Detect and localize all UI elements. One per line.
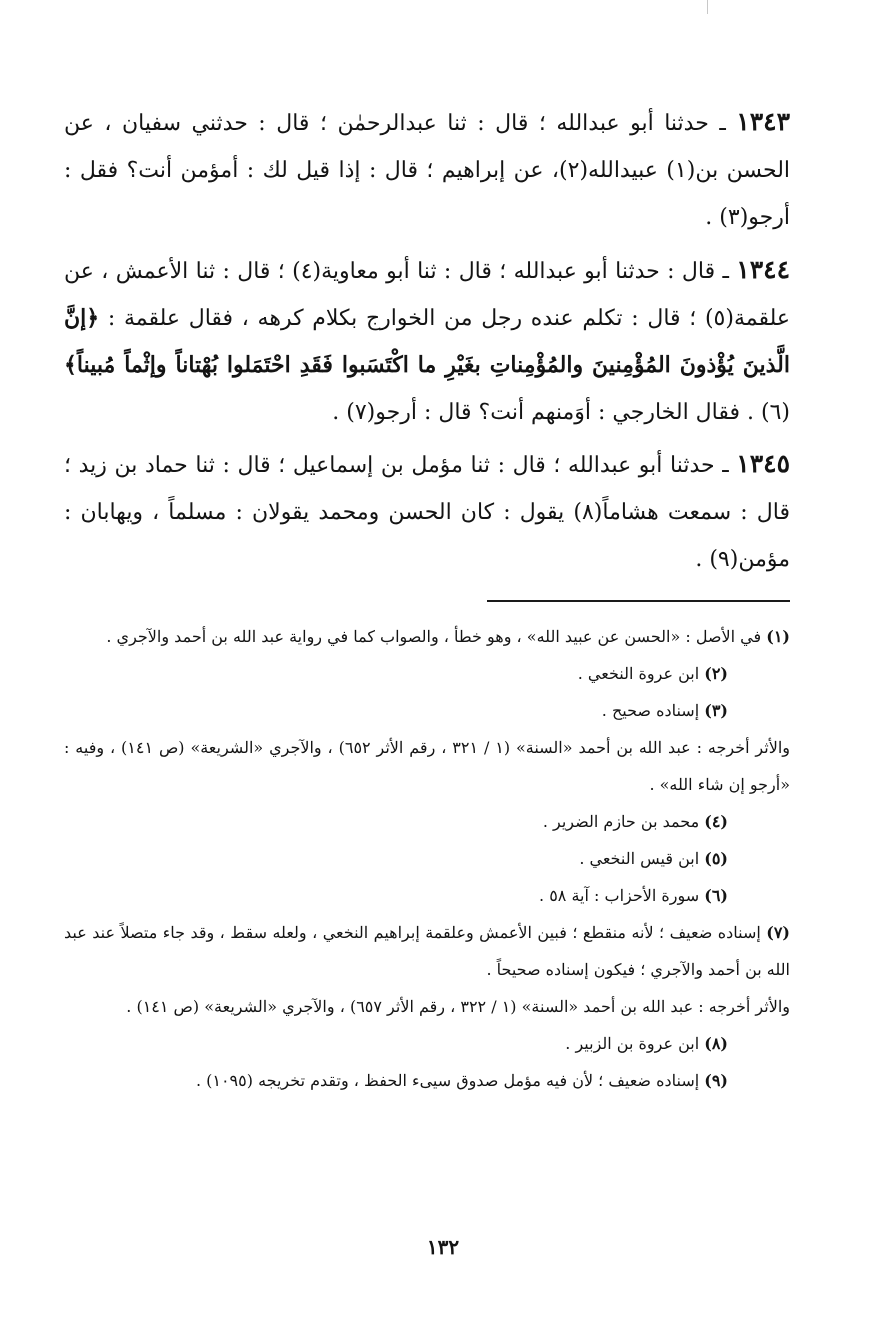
footnote-text: إسناده ضعيف ؛ لأنه منقطع ؛ فبين الأعمش وعلقمة إبراهيم النخعي ، ولعله سقط ، وقد جاء متصلاً عند عبد الله بن أحمد والآجري ؛ فيكون إسناده صحيحاً .	[64, 923, 790, 979]
footnote-text: محمد بن حازم الضرير .	[542, 812, 705, 831]
footnote-text: في الأصل : «الحسن عن عبيد الله» ، وهو خطأ ، والصواب كما في رواية عبد الله بن أحمد والآجري .	[106, 627, 767, 646]
hadith-number: ١٣٤٣	[736, 107, 790, 136]
footnote-label: (١)	[766, 627, 790, 646]
hadith-text: ـ حدثنا أبو عبدالله ؛ قال : ثنا مؤمل بن إسماعيل ؛ قال : ثنا حماد بن زيد ؛ قال : سمعت هشاماً(٨) يقول : كان الحسن ومحمد يقولان : مسلماً ، ويهابان : مؤمن(٩) .	[64, 453, 790, 572]
footnote-continuation	[64, 988, 790, 1025]
hadith-number: ١٣٤٥	[736, 449, 790, 478]
footnote-continuation	[64, 729, 790, 803]
footnote-label: (٧)	[766, 923, 790, 942]
footnote	[64, 877, 790, 914]
footnote-label: (٣)	[704, 701, 728, 720]
footnote-label: (٥)	[704, 849, 728, 868]
footnote	[64, 1025, 790, 1062]
footnote-text: إسناده ضعيف ؛ لأن فيه مؤمل صدوق سيىء الحفظ ، وتقدم تخريجه (١٠٩٥) .	[195, 1071, 705, 1090]
footnote-label: (٤)	[704, 812, 728, 831]
footnote-text: ابن قيس النخعي .	[579, 849, 705, 868]
footnote	[64, 840, 790, 877]
footnote-text: والأثر أخرجه : عبد الله بن أحمد «السنة» (١ / ٣٢٢ ، رقم الأثر ٦٥٧) ، والآجري «الشريعة» (ص ١٤١) .	[126, 997, 790, 1016]
footnote-text: ابن عروة بن الزبير .	[565, 1034, 705, 1053]
hadith-text: ـ قال : حدثنا أبو عبدالله ؛ قال : ثنا أبو معاوية(٤) ؛ قال : ثنا الأعمش ، عن علقمة(٥) ؛ قال : تكلم عنده رجل من الخوارج بكلام كرهه ، فقال علقمة :	[64, 259, 790, 331]
hadith-number: ١٣٤٤	[736, 255, 790, 284]
footnote-label: (٦)	[704, 886, 728, 905]
footnote-text: إسناده صحيح .	[601, 701, 705, 720]
footnotes	[64, 618, 790, 1099]
hadith-1344	[64, 246, 790, 436]
footnote-separator	[487, 600, 790, 602]
footnote-label: (٨)	[704, 1034, 728, 1053]
hadith-text: (٦) . فقال الخارجي : أوَمنهم أنت؟ قال : أرجو(٧) .	[332, 400, 790, 425]
hadith-text: ـ حدثنا أبو عبدالله ؛ قال : ثنا عبدالرحمٰن ؛ قال : حدثني سفيان ، عن الحسن بن(١) عبيدالله(٢)، عن إبراهيم ؛ قال : إذا قيل لك : أمؤمن أنت؟ فقل : أرجو(٣) .	[64, 111, 791, 230]
quran-verse: ﴿إنَّ الَّذينَ يُؤْذونَ المُؤْمِنينَ والمُؤْمِناتِ بغَيْرِ ما اكْتَسَبوا فَقَدِ احْتَمَلوا بُهْتاناً وإثْماً مُبيناً﴾	[64, 305, 790, 378]
footnote-label: (٩)	[704, 1071, 728, 1090]
footnote	[64, 655, 790, 692]
footnote-label: (٢)	[704, 664, 728, 683]
scan-mark	[707, 0, 708, 14]
footnote	[64, 803, 790, 840]
footnote-text: ابن عروة النخعي .	[577, 664, 705, 683]
footnote	[64, 692, 790, 729]
page-number: ١٣٢	[426, 1235, 460, 1259]
hadith-1345	[64, 440, 790, 583]
hadith-1343	[64, 98, 790, 241]
footnote	[64, 1062, 790, 1099]
footnote-text: والأثر أخرجه : عبد الله بن أحمد «السنة» (١ / ٣٢١ ، رقم الأثر ٦٥٢) ، والآجري «الشريعة» (ص ١٤١) ، وفيه : «أرجو إن شاء الله» .	[64, 738, 791, 794]
footnote-text: سورة الأحزاب : آية ٥٨ .	[539, 886, 705, 905]
footnote	[64, 914, 790, 988]
footnote	[64, 618, 790, 655]
